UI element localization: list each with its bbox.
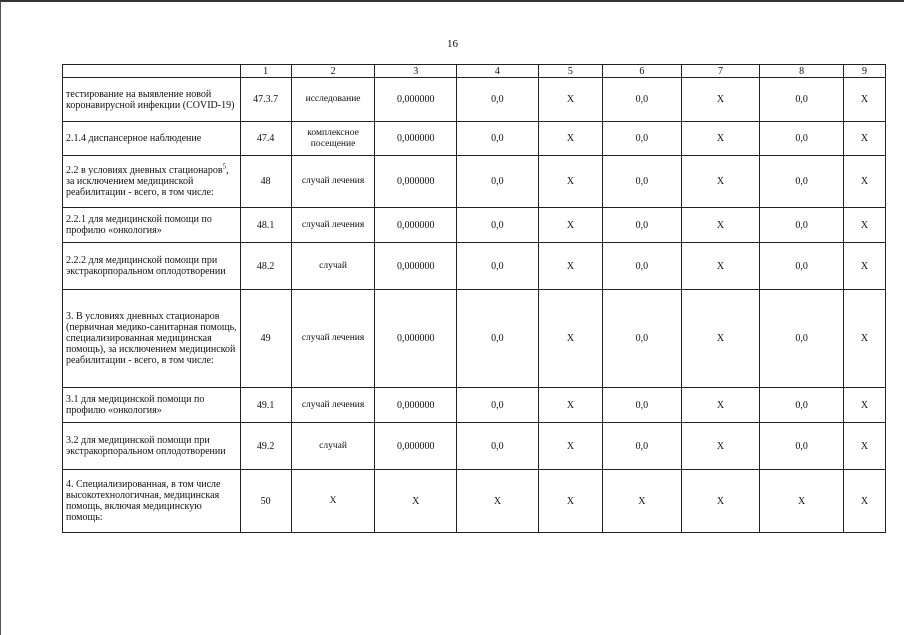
cell-col5: Х bbox=[538, 243, 602, 290]
cell-col4: 0,0 bbox=[457, 243, 539, 290]
cell-col7: Х bbox=[681, 208, 760, 243]
cell-col3: 0,000000 bbox=[375, 243, 457, 290]
cell-col5: Х bbox=[538, 423, 602, 470]
column-header: 6 bbox=[603, 65, 682, 78]
cell-col4: 0,0 bbox=[457, 208, 539, 243]
column-header: 9 bbox=[844, 65, 886, 78]
row-unit: случай лечения bbox=[291, 388, 375, 423]
cell-col7: Х bbox=[681, 388, 760, 423]
cell-col3: 0,000000 bbox=[375, 423, 457, 470]
column-header: 3 bbox=[375, 65, 457, 78]
cell-col9: Х bbox=[844, 208, 886, 243]
cell-col5: Х bbox=[538, 290, 602, 388]
row-unit: случай bbox=[291, 243, 375, 290]
cell-col8: 0,0 bbox=[760, 290, 844, 388]
cell-col7: Х bbox=[681, 122, 760, 156]
row-label: 4. Специализированная, в том числе высокотехнологичная, медицинская помощь, включая медицинскую помощь: bbox=[63, 470, 241, 533]
row-unit: комплексное посещение bbox=[291, 122, 375, 156]
row-code: 50 bbox=[240, 470, 291, 533]
table-row bbox=[63, 122, 886, 156]
row-unit: случай bbox=[291, 423, 375, 470]
cell-col3: 0,000000 bbox=[375, 388, 457, 423]
cell-col7: Х bbox=[681, 243, 760, 290]
row-unit: случай лечения bbox=[291, 208, 375, 243]
row-label: 2.2.2 для медицинской помощи при экстракорпоральном оплодотворении bbox=[63, 243, 241, 290]
row-unit: исследование bbox=[291, 78, 375, 122]
cell-col6: 0,0 bbox=[603, 388, 682, 423]
cell-col5: Х bbox=[538, 388, 602, 423]
cell-col3: 0,000000 bbox=[375, 156, 457, 208]
cell-col6: 0,0 bbox=[603, 122, 682, 156]
cell-col6: Х bbox=[603, 470, 682, 533]
data-table bbox=[62, 64, 886, 533]
cell-col5: Х bbox=[538, 122, 602, 156]
cell-col8: Х bbox=[760, 470, 844, 533]
row-label: тестирование на выявление новой коронавирусной инфекции (COVID-19) bbox=[63, 78, 241, 122]
cell-col5: Х bbox=[538, 156, 602, 208]
column-header bbox=[63, 65, 241, 78]
page-number: 16 bbox=[447, 38, 458, 50]
column-header: 7 bbox=[681, 65, 760, 78]
cell-col4: 0,0 bbox=[457, 423, 539, 470]
cell-col7: Х bbox=[681, 156, 760, 208]
column-header: 2 bbox=[291, 65, 375, 78]
cell-col9: Х bbox=[844, 470, 886, 533]
cell-col5: Х bbox=[538, 78, 602, 122]
row-label: 3.2 для медицинской помощи при экстракорпоральном оплодотворении bbox=[63, 423, 241, 470]
cell-col4: 0,0 bbox=[457, 290, 539, 388]
footnote-marker: 5 bbox=[222, 162, 227, 171]
cell-col6: 0,0 bbox=[603, 423, 682, 470]
cell-col3: Х bbox=[375, 470, 457, 533]
table-row bbox=[63, 78, 886, 122]
cell-col3: 0,000000 bbox=[375, 122, 457, 156]
cell-col4: 0,0 bbox=[457, 78, 539, 122]
cell-col9: Х bbox=[844, 156, 886, 208]
row-code: 49.1 bbox=[240, 388, 291, 423]
table-row bbox=[63, 156, 886, 208]
row-label-text: , за исключением медицинской реабилитации - всего, в том числе: bbox=[66, 165, 229, 198]
row-label: 3. В условиях дневных стационаров (первичная медико-санитарная помощь, специализированная медицинская помощь), за исключением медицинской реабилитации - всего, в том числе: bbox=[63, 290, 241, 388]
row-code: 48.1 bbox=[240, 208, 291, 243]
table-row bbox=[63, 423, 886, 470]
column-header: 8 bbox=[760, 65, 844, 78]
cell-col8: 0,0 bbox=[760, 78, 844, 122]
cell-col7: Х bbox=[681, 470, 760, 533]
cell-col9: Х bbox=[844, 122, 886, 156]
cell-col8: 0,0 bbox=[760, 423, 844, 470]
cell-col9: Х bbox=[844, 290, 886, 388]
row-label: 2.2.1 для медицинской помощи по профилю «онкология» bbox=[63, 208, 241, 243]
cell-col3: 0,000000 bbox=[375, 208, 457, 243]
cell-col9: Х bbox=[844, 78, 886, 122]
cell-col7: Х bbox=[681, 290, 760, 388]
cell-col6: 0,0 bbox=[603, 208, 682, 243]
cell-col6: 0,0 bbox=[603, 78, 682, 122]
table-row bbox=[63, 290, 886, 388]
cell-col8: 0,0 bbox=[760, 156, 844, 208]
cell-col8: 0,0 bbox=[760, 122, 844, 156]
row-code: 49 bbox=[240, 290, 291, 388]
cell-col8: 0,0 bbox=[760, 388, 844, 423]
cell-col4: 0,0 bbox=[457, 156, 539, 208]
cell-col6: 0,0 bbox=[603, 243, 682, 290]
row-label-text: 2.2 в условиях дневных стационаров bbox=[66, 165, 223, 176]
row-code: 47.4 bbox=[240, 122, 291, 156]
cell-col4: 0,0 bbox=[457, 122, 539, 156]
row-unit: Х bbox=[291, 470, 375, 533]
cell-col7: Х bbox=[681, 78, 760, 122]
cell-col3: 0,000000 bbox=[375, 290, 457, 388]
row-code: 48.2 bbox=[240, 243, 291, 290]
cell-col6: 0,0 bbox=[603, 290, 682, 388]
column-header: 4 bbox=[457, 65, 539, 78]
row-unit: случай лечения bbox=[291, 156, 375, 208]
row-label: 2.1.4 диспансерное наблюдение bbox=[63, 122, 241, 156]
row-unit: случай лечения bbox=[291, 290, 375, 388]
cell-col3: 0,000000 bbox=[375, 78, 457, 122]
cell-col4: Х bbox=[457, 470, 539, 533]
cell-col9: Х bbox=[844, 423, 886, 470]
cell-col9: Х bbox=[844, 388, 886, 423]
table-row bbox=[63, 470, 886, 533]
cell-col8: 0,0 bbox=[760, 208, 844, 243]
row-label bbox=[63, 156, 241, 208]
row-code: 49.2 bbox=[240, 423, 291, 470]
cell-col5: Х bbox=[538, 470, 602, 533]
cell-col8: 0,0 bbox=[760, 243, 844, 290]
cell-col6: 0,0 bbox=[603, 156, 682, 208]
column-number-row bbox=[63, 65, 886, 78]
table-row bbox=[63, 243, 886, 290]
cell-col7: Х bbox=[681, 423, 760, 470]
column-header: 1 bbox=[240, 65, 291, 78]
table-row bbox=[63, 388, 886, 423]
cell-col4: 0,0 bbox=[457, 388, 539, 423]
row-label: 3.1 для медицинской помощи по профилю «онкология» bbox=[63, 388, 241, 423]
column-header: 5 bbox=[538, 65, 602, 78]
row-code: 48 bbox=[240, 156, 291, 208]
table-row bbox=[63, 208, 886, 243]
cell-col9: Х bbox=[844, 243, 886, 290]
cell-col5: Х bbox=[538, 208, 602, 243]
row-code: 47.3.7 bbox=[240, 78, 291, 122]
